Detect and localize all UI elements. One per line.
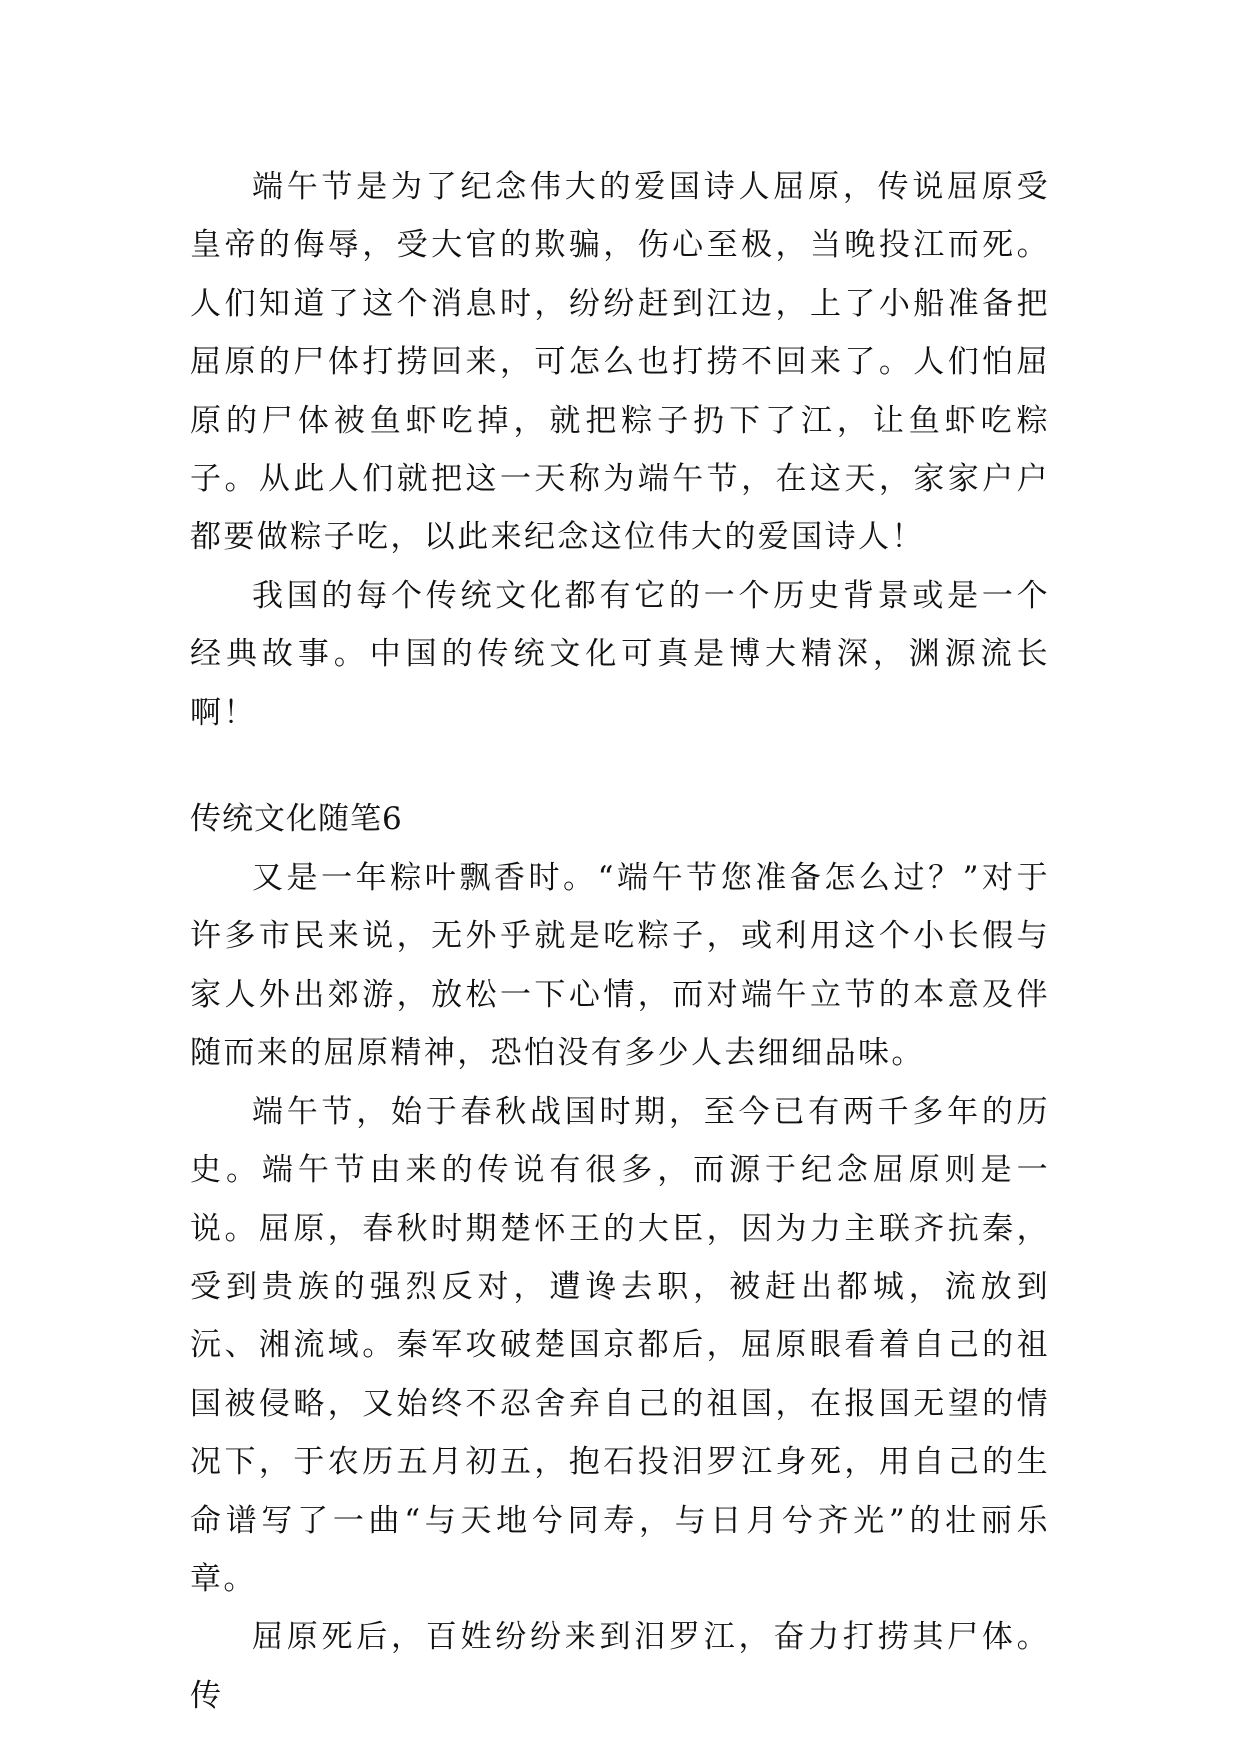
paragraph-zongzi-season: 又是一年粽叶飘香时。“端午节您准备怎么过？”对于许多市民来说，无外乎就是吃粽子，或利用这个小长假与家人外出郊游，放松一下心情，而对端午立节的本意及伴随而来的屈原精神，恐怕没有多少人去细细品味。 <box>190 860 1050 1072</box>
paragraph-after-death: 屈原死后，百姓纷纷来到汨罗江，奋力打捞其尸体。传 <box>190 1619 1050 1714</box>
document-body <box>190 158 1050 1725</box>
paragraph-qu-yuan-history: 端午节，始于春秋战国时期，至今已有两千多年的历史。端午节由来的传说有很多，而源于纪念屈原则是一说。屈原，春秋时期楚怀王的大臣，因为力主联齐抗秦，受到贵族的强烈反对，遭谗去职，被赶出都城，流放到沅、湘流域。秦军攻破楚国京都后，屈原眼看着自己的祖国被侵略，又始终不忍舍弃自己的祖国，在报国无望的情况下，于农历五月初五，抱石投汨罗江身死，用自己的生命谱写了一曲“与天地兮同寿，与日月兮齐光”的壮丽乐章。 <box>190 1093 1050 1597</box>
paragraph-dragon-boat-origin: 端午节是为了纪念伟大的爱国诗人屈原，传说屈原受皇帝的侮辱，受大官的欺骗，伤心至极，当晚投江而死。人们知道了这个消息时，纷纷赶到江边，上了小船准备把屈原的尸体打捞回来，可怎么也打捞不回来了。人们怕屈原的尸体被鱼虾吃掉，就把粽子扔下了江，让鱼虾吃粽子。从此人们就把这一天称为端午节，在这天，家家户户都要做粽子吃，以此来纪念这位伟大的爱国诗人！ <box>190 169 1050 556</box>
section-heading: 传统文化随笔6 <box>190 801 403 838</box>
paragraph-culture-summary: 我国的每个传统文化都有它的一个历史背景或是一个经典故事。中国的传统文化可真是博大精深，渊源流长啊！ <box>190 577 1050 731</box>
